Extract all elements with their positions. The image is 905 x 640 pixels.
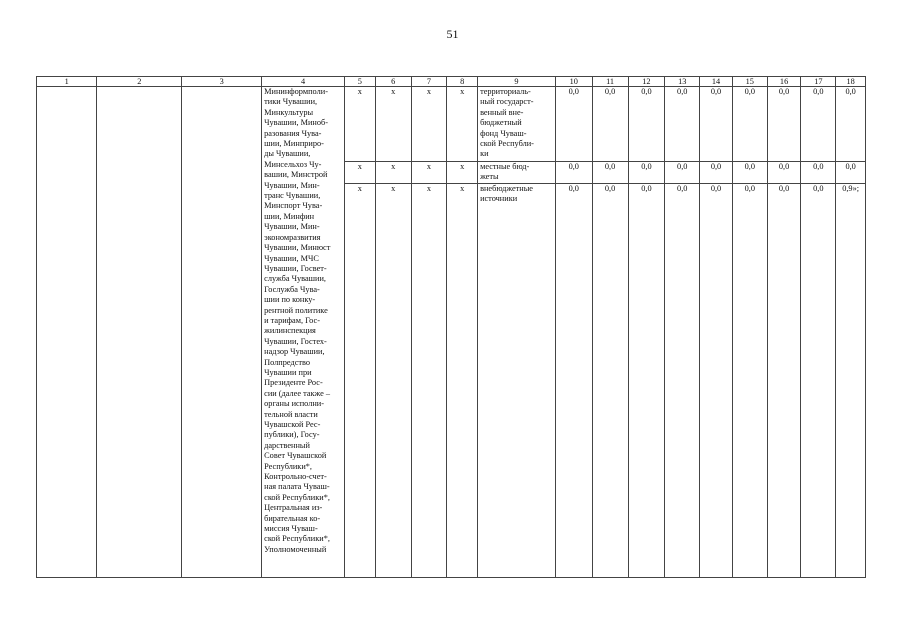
value-cell: 0,0 <box>700 162 733 184</box>
col-header: 15 <box>732 77 767 87</box>
executors-line: разования Чува- <box>264 128 322 138</box>
col-header: 5 <box>345 77 376 87</box>
col-header: 3 <box>182 77 262 87</box>
value-cell: 0,0 <box>665 162 700 184</box>
executors-line: служба Чувашии, <box>264 274 326 284</box>
executors-line: шии по конку- <box>264 295 316 305</box>
executors-line: дарственный <box>264 440 310 450</box>
mark-cell: x <box>447 162 478 184</box>
value-cell: 0,0 <box>665 87 700 162</box>
value-cell: 0,0 <box>628 162 665 184</box>
col-header: 7 <box>411 77 447 87</box>
col3-cell <box>182 87 262 578</box>
executors-line: миссия Чуваш- <box>264 524 318 534</box>
mark-cell: x <box>447 184 478 578</box>
executors-line: экономразвития <box>264 232 321 242</box>
value-cell: 0,0 <box>592 162 628 184</box>
value-cell: 0,0 <box>592 184 628 578</box>
executors-line: Чувашии, Мин- <box>264 180 320 190</box>
executors-line: публики), Госу- <box>264 430 320 440</box>
value-cell: 0,0 <box>767 184 801 578</box>
col-header: 13 <box>665 77 700 87</box>
executors-line: надзор Чувашии, <box>264 347 325 357</box>
value-cell: 0,0 <box>801 162 836 184</box>
mark-cell: x <box>411 162 447 184</box>
col-header: 2 <box>97 77 182 87</box>
col-header: 1 <box>37 77 97 87</box>
executors-line: ная палата Чуваш- <box>264 482 330 492</box>
value-cell: 0,9»; <box>836 184 866 578</box>
executors-line: транс Чувашии, <box>264 191 321 201</box>
executors-line: ды Чувашии, <box>264 149 311 159</box>
executors-line: Совет Чувашской <box>264 451 327 461</box>
column-number-row <box>37 77 866 87</box>
executors-line: Республики*, <box>264 461 312 471</box>
executors-line: Полпредство <box>264 357 311 367</box>
funding-source-line: местные бюд- <box>480 162 530 171</box>
executors-line: Гослужба Чува- <box>264 284 320 294</box>
funding-source-line: бюджетный <box>480 118 522 128</box>
executors-cell <box>262 87 345 578</box>
executors-line: Чувашии, Минюст <box>264 243 331 253</box>
executors-line: ской Республики*, <box>264 492 330 502</box>
col-header: 10 <box>555 77 592 87</box>
executors-line: Президенте Рос- <box>264 378 323 388</box>
executors-line: шии, Минфин <box>264 211 315 221</box>
mark-cell: x <box>447 87 478 162</box>
value-cell: 0,0 <box>767 162 801 184</box>
mark-cell: x <box>411 184 447 578</box>
mark-cell: x <box>411 87 447 162</box>
executors-line: Чувашии, Гостех- <box>264 336 327 346</box>
funding-source-cell <box>478 184 556 578</box>
col2-cell <box>97 87 182 578</box>
executors-line: Минкультуры <box>264 107 314 117</box>
funding-source-line: территориаль- <box>480 87 531 96</box>
value-cell: 0,0 <box>628 184 665 578</box>
value-cell: 0,0 <box>700 184 733 578</box>
page-number: 51 <box>446 27 459 41</box>
col-header: 6 <box>375 77 411 87</box>
executors-line: Минсельхоз Чу- <box>264 159 322 169</box>
col-header: 11 <box>592 77 628 87</box>
executors-line: тики Чувашии, <box>264 97 318 107</box>
table-row <box>37 87 866 162</box>
executors-line: Чувашии, Госвет- <box>264 263 327 273</box>
executors-line: жилинспекция <box>264 326 316 336</box>
funding-source-line: венный вне- <box>480 107 524 117</box>
funding-source-line: ки <box>480 149 489 159</box>
funding-source-line: фонд Чуваш- <box>480 128 527 138</box>
funding-source-line: источники <box>480 194 518 204</box>
col1-cell <box>37 87 97 578</box>
executors-line: органы исполни- <box>264 399 324 409</box>
executors-line: вашии, Минстрой <box>264 170 328 180</box>
executors-line: Центральная из- <box>264 503 323 513</box>
executors-line: сии (далее также – <box>264 388 331 398</box>
col-header: 18 <box>836 77 866 87</box>
value-cell: 0,0 <box>555 87 592 162</box>
executors-line: Уполномоченный <box>264 544 327 554</box>
funding-source-line: жеты <box>480 172 499 182</box>
executors-line: Чувашии, Мин- <box>264 222 320 232</box>
executors-line: тельной власти <box>264 409 318 419</box>
mark-cell: x <box>375 87 411 162</box>
executors-line: ской Республики*, <box>264 534 330 544</box>
value-cell: 0,0 <box>801 87 836 162</box>
funding-source-cell <box>478 87 556 162</box>
value-cell: 0,0 <box>732 184 767 578</box>
col-header: 12 <box>628 77 665 87</box>
value-cell: 0,0 <box>801 184 836 578</box>
col-header: 16 <box>767 77 801 87</box>
value-cell: 0,0 <box>767 87 801 162</box>
col-header: 9 <box>478 77 556 87</box>
value-cell: 0,0 <box>700 87 733 162</box>
value-cell: 0,0 <box>592 87 628 162</box>
executors-line: рентной политике <box>264 305 328 315</box>
executors-line: шии, Минприро- <box>264 139 324 149</box>
value-cell: 0,0 <box>665 184 700 578</box>
value-cell: 0,0 <box>555 184 592 578</box>
funding-source-cell <box>478 162 556 184</box>
mark-cell: x <box>345 162 376 184</box>
executors-line: Чувашской Рес- <box>264 420 321 429</box>
executors-line: Контрольно-счет- <box>264 472 327 482</box>
col-header: 14 <box>700 77 733 87</box>
value-cell: 0,0 <box>628 87 665 162</box>
funding-source-line: ный государст- <box>480 97 534 107</box>
executors-line: бирательная ко- <box>264 513 321 523</box>
funding-source-line: ской Республи- <box>480 139 534 149</box>
value-cell: 0,0 <box>836 87 866 162</box>
budget-table <box>36 76 866 578</box>
mark-cell: x <box>345 184 376 578</box>
value-cell: 0,0 <box>732 87 767 162</box>
mark-cell: x <box>375 162 411 184</box>
col-header: 17 <box>801 77 836 87</box>
executors-line: Чувашии, МЧС <box>264 253 319 263</box>
funding-source-line: внебюджетные <box>480 184 533 193</box>
executors-line: Минспорт Чува- <box>264 201 323 211</box>
value-cell: 0,0 <box>555 162 592 184</box>
value-cell: 0,0 <box>836 162 866 184</box>
executors-line: и тарифам, Гос- <box>264 315 320 325</box>
value-cell: 0,0 <box>732 162 767 184</box>
executors-line: Чувашии при <box>264 367 312 377</box>
mark-cell: x <box>345 87 376 162</box>
col-header: 4 <box>262 77 345 87</box>
executors-line: Мининформпoли- <box>264 87 329 96</box>
executors-line: Чувашии, Миноб- <box>264 118 328 128</box>
mark-cell: x <box>375 184 411 578</box>
col-header: 8 <box>447 77 478 87</box>
